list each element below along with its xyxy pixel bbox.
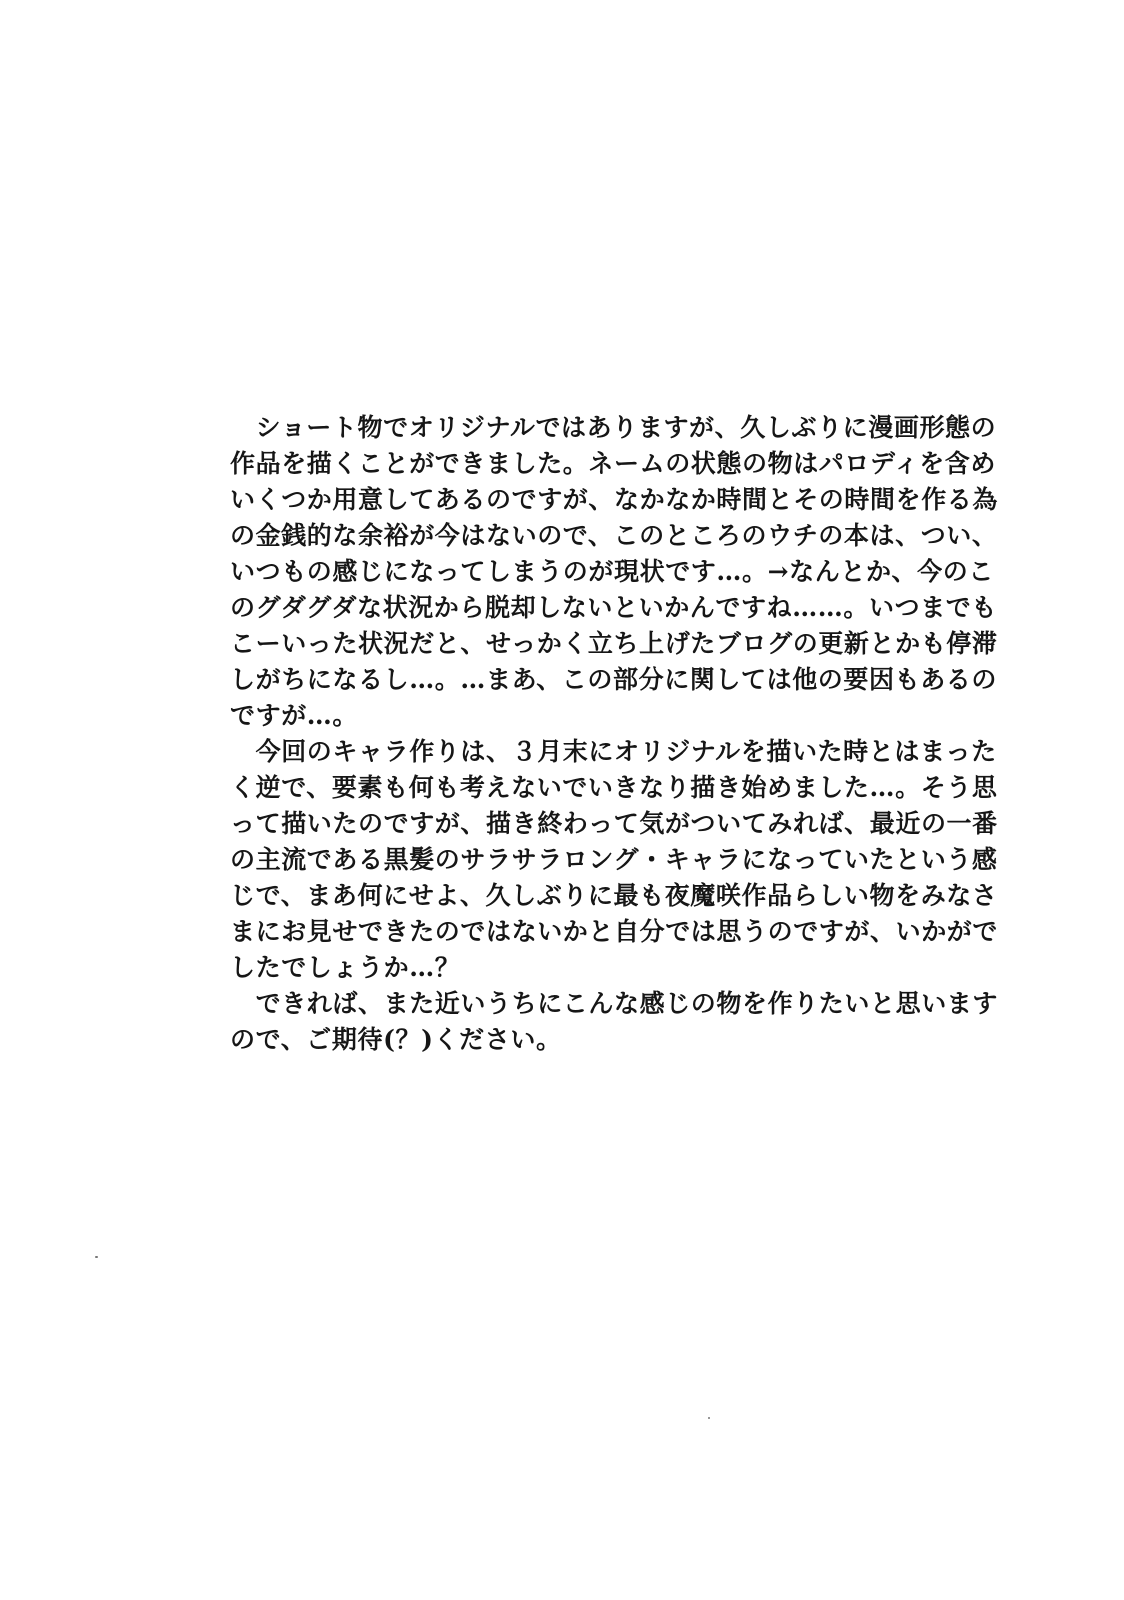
text-line: いくつか用意してあるのですが、なかなか時間とその時間を作る為 xyxy=(230,485,999,514)
text-line: しがちになるし…。…まあ、この部分に関しては他の要因もあるの xyxy=(230,665,998,694)
text-line: ので、ご期待(？)ください。 xyxy=(230,1025,562,1054)
paragraph-3 xyxy=(230,986,999,1058)
text-line: の金銭的な余裕が今はないので、このところのウチの本は、つい、 xyxy=(230,521,998,550)
scan-speck xyxy=(708,1417,710,1419)
text-line: 今回のキャラ作りは、３月末にオリジナルを描いた時とはまった xyxy=(230,737,997,766)
text-line: いつもの感じになってしまうのが現状です…。→なんとか、今のこ xyxy=(230,557,994,586)
text-line: まにお見せできたのではないかと自分では思うのですが、いかがで xyxy=(230,917,999,946)
text-line: の主流である黒髪のサラサラロング・キャラになっていたという感 xyxy=(230,845,998,874)
scan-speck xyxy=(95,1256,98,1258)
text-line: 作品を描くことができました。ネームの状態の物はパロディを含め xyxy=(230,449,997,478)
paragraph-1 xyxy=(230,410,999,734)
text-line: く逆で、要素も何も考えないでいきなり描き始めました…。そう思 xyxy=(230,773,998,802)
paragraph-2 xyxy=(230,734,999,986)
text-line: したでしょうか…？ xyxy=(230,953,461,982)
text-line: ですが…。 xyxy=(230,701,359,730)
text-line: こーいった状況だと、せっかく立ち上げたブログの更新とかも停滞 xyxy=(230,629,998,658)
text-line: じで、まあ何にせよ、久しぶりに最も夜魔咲作品らしい物をみなさ xyxy=(230,881,998,910)
text-line: って描いたのですが、描き終わって気がついてみれば、最近の一番 xyxy=(230,809,998,838)
afterword-text xyxy=(230,410,999,1058)
text-line: のグダグダな状況から脱却しないといかんですね……。いつまでも xyxy=(230,593,998,622)
text-line: ショート物でオリジナルではありますが、久しぶりに漫画形態の xyxy=(230,413,997,442)
text-line: できれば、また近いうちにこんな感じの物を作りたいと思います xyxy=(230,989,999,1018)
